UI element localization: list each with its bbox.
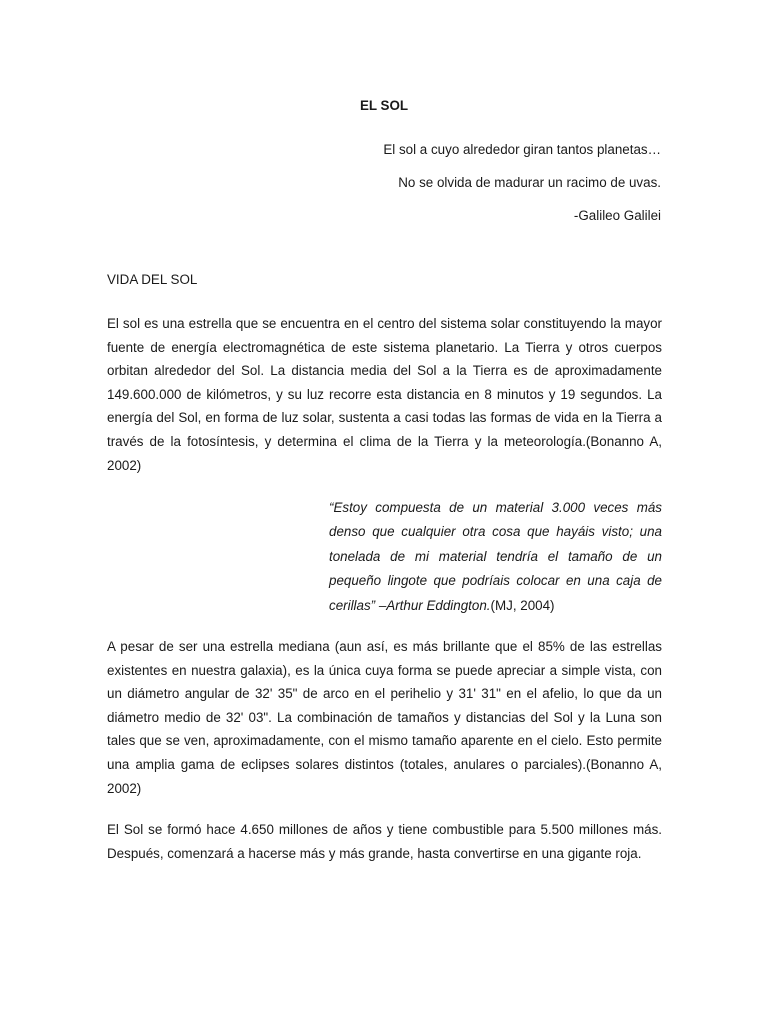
block-quote <box>329 496 662 618</box>
body-paragraph: A pesar de ser una estrella mediana (aun así, es más brillante que el 85% de las estrellas existentes en nuestra galaxia), es la única cuya forma se puede apreciar a simple vista, con un diámetro angular de 32' 35" de arco en el perihelio y 31' 31" en el afelio, lo que da un diámetro medio de 32' 03". La combinación de tamaños y distancias del Sol y la Luna son tales que se ven, aproximadamente, con el mismo tamaño aparente en el cielo. Esto permite una amplia gama de eclipses solares distintos (totales, anulares o parciales).(Bonanno A, 2002) <box>107 639 662 796</box>
epigraph-author: -Galileo Galilei <box>573 208 661 223</box>
page-title: EL SOL <box>359 98 409 113</box>
body-paragraph: El sol es una estrella que se encuentra en el centro del sistema solar constituyendo la mayor fuente de energía electromagnética de este sistema planetario. La Tierra y otros cuerpos orbitan alrededor del Sol. La distancia media del Sol a la Tierra es de aproximadamente 149.600.000 de kilómetros, y su luz recorre esta distancia en 8 minutos y 19 segundos. La energía del Sol, en forma de luz solar, sustenta a casi todas las formas de vida en la Tierra a través de la fotosíntesis, y determina el clima de la Tierra y la meteorología.(Bonanno A, 2002) <box>107 316 662 473</box>
body-paragraph: El Sol se formó hace 4.650 millones de años y tiene combustible para 5.500 millones más. Después, comenzará a hacerse más y más grande, hasta convertirse en una gigante roja. <box>107 822 662 861</box>
quote-text: “Estoy compuesta de un material 3.000 veces más denso que cualquier otra cosa que hayáis visto; una tonelada de mi material tendría el tamaño de un pequeño lingote que podríais colocar en una caja de cerillas” –Arthur Eddington. <box>329 500 662 613</box>
epigraph-line: El sol a cuyo alrededor giran tantos planetas… <box>383 142 661 157</box>
epigraph <box>107 140 661 239</box>
quote-citation: (MJ, 2004) <box>490 597 555 613</box>
section-heading: VIDA DEL SOL <box>107 272 198 287</box>
epigraph-line: No se olvida de madurar un racimo de uvas. <box>398 175 661 190</box>
